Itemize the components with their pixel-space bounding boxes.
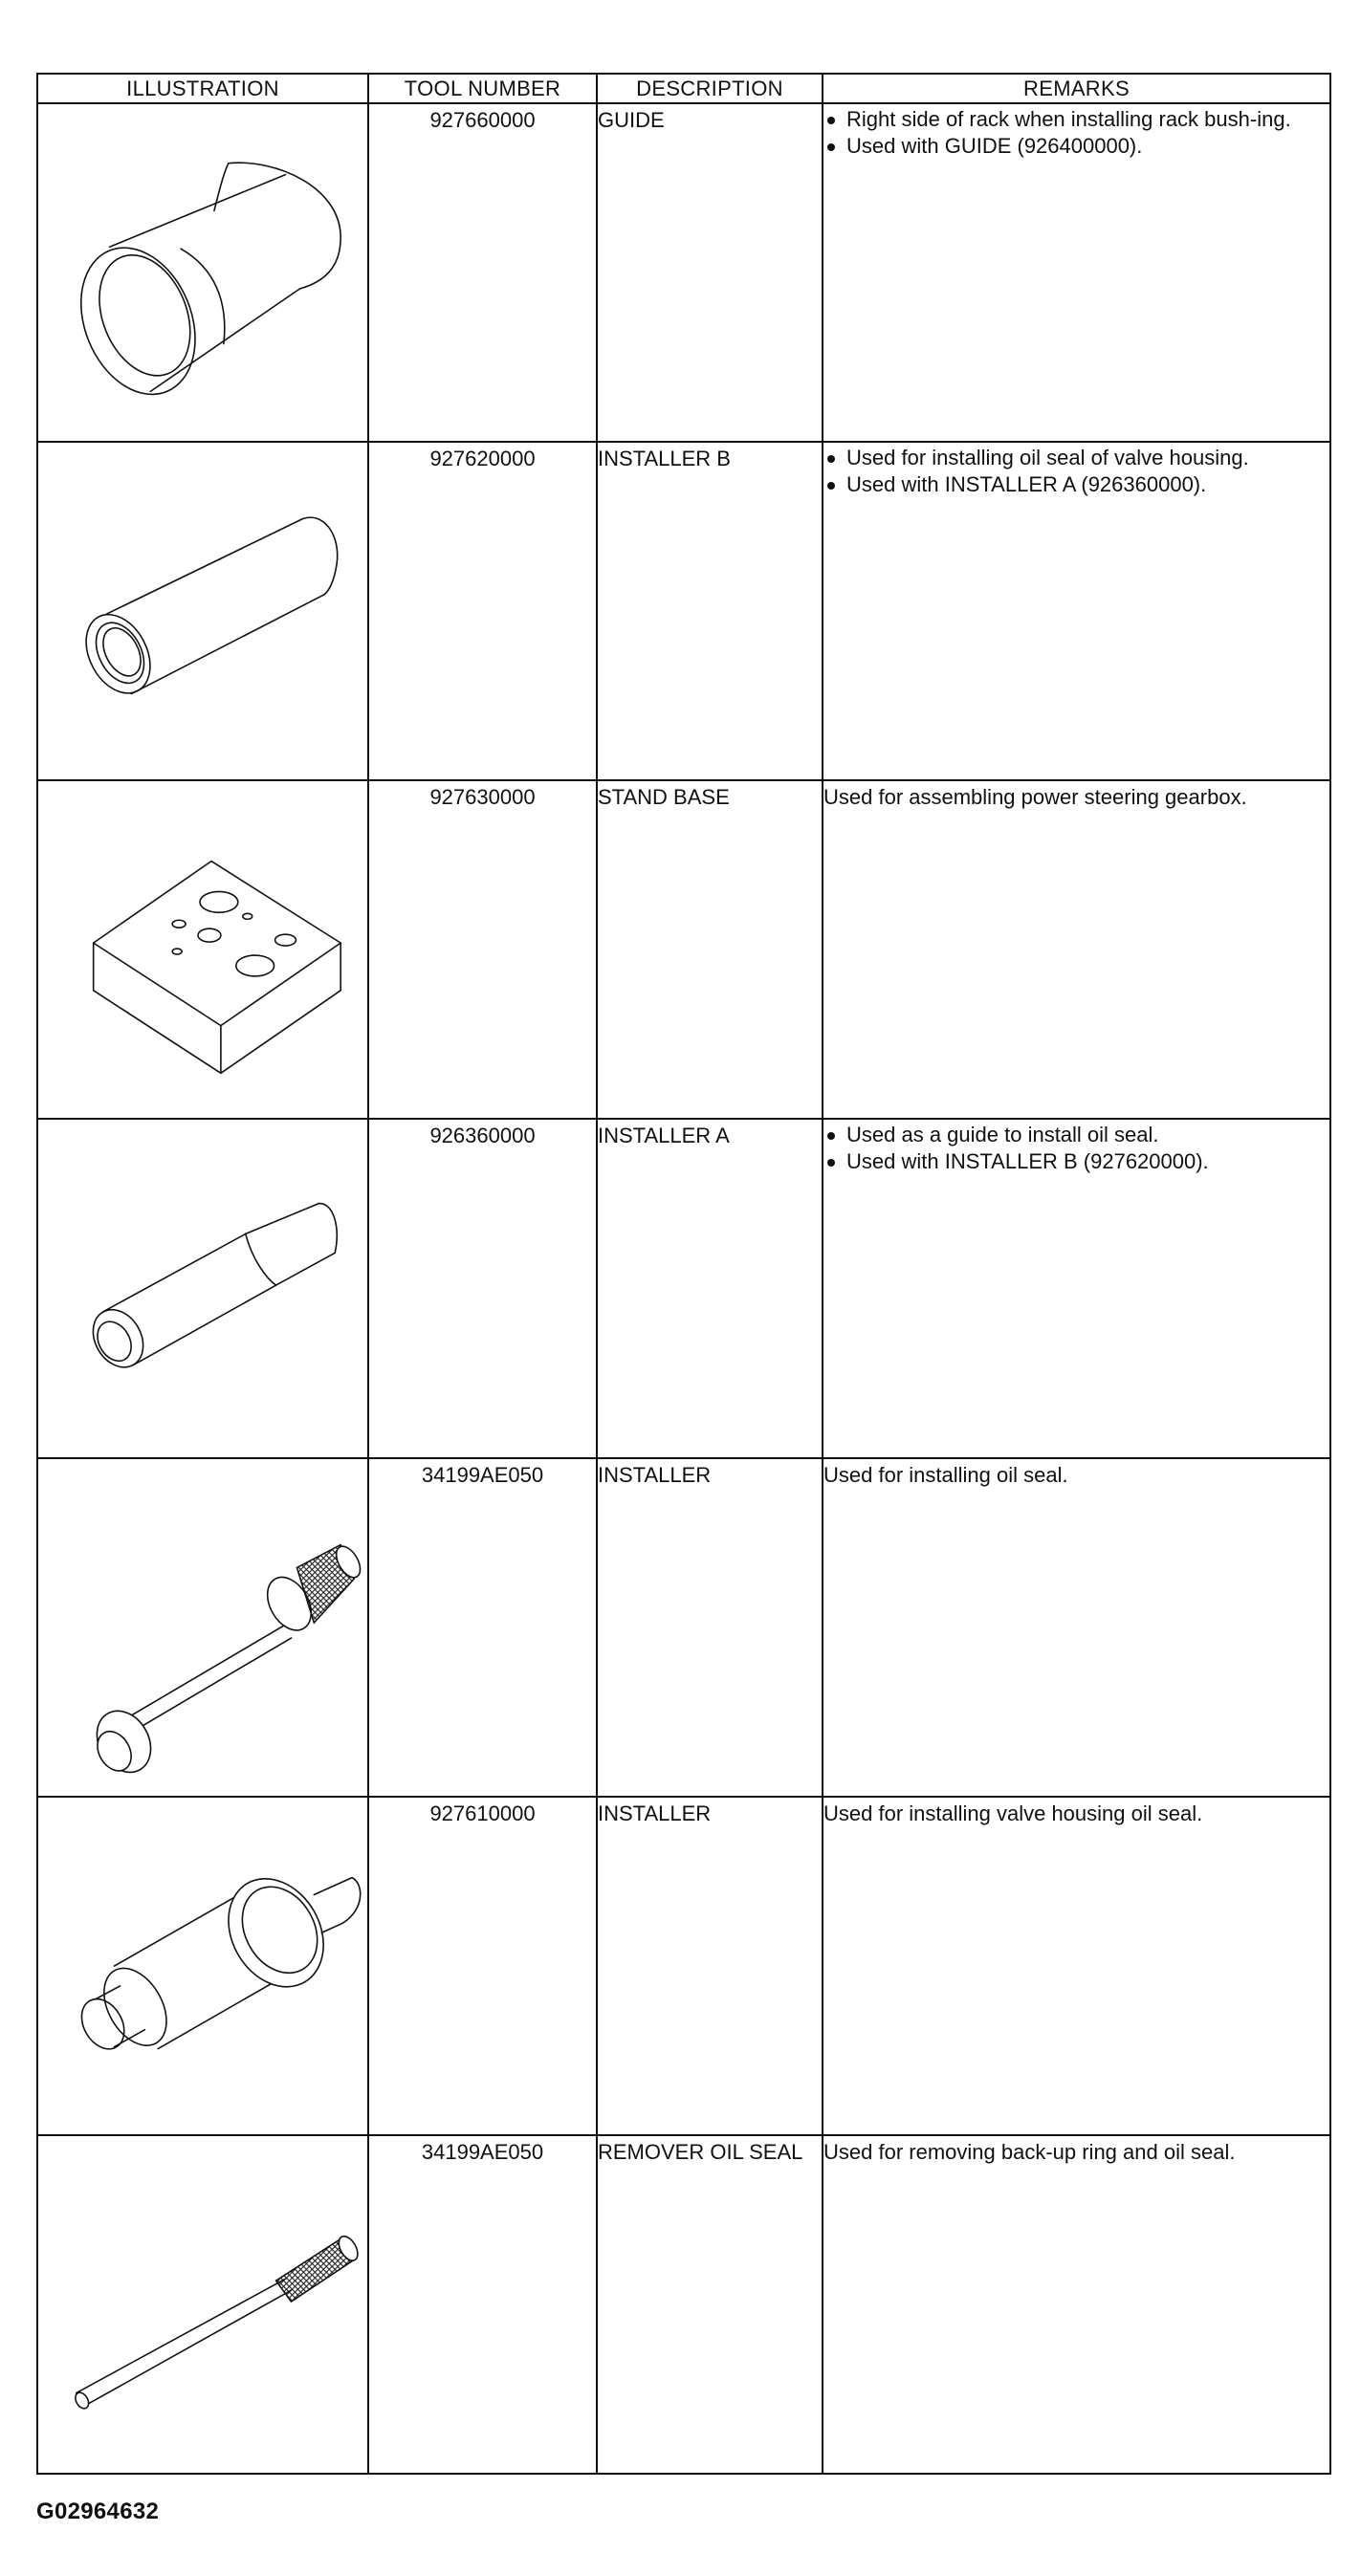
table-row bbox=[37, 780, 1330, 1119]
description-cell: INSTALLER A bbox=[597, 1119, 823, 1457]
table-header-row bbox=[37, 74, 1330, 103]
table-row bbox=[37, 1797, 1330, 2135]
description-cell: REMOVER OIL SEAL bbox=[597, 2135, 823, 2474]
tool-number-cell: 34199AE050 bbox=[368, 2135, 597, 2474]
description-cell: STAND BASE bbox=[597, 780, 823, 1119]
tool-number-cell: 927620000 bbox=[368, 442, 597, 780]
remark-item: Used for installing oil seal of valve housing. bbox=[823, 445, 1329, 471]
installer-shaft-knurled-icon bbox=[38, 1459, 367, 1796]
table-row bbox=[37, 2135, 1330, 2474]
tool-number-cell: 34199AE050 bbox=[368, 1458, 597, 1797]
tool-number-cell: 927610000 bbox=[368, 1797, 597, 2135]
remark-item: Used with INSTALLER B (927620000). bbox=[823, 1148, 1329, 1175]
remark-item: Right side of rack when installing rack bush-ing. bbox=[823, 106, 1329, 133]
remarks-cell bbox=[823, 1458, 1330, 1797]
illustration-cell bbox=[37, 2135, 368, 2474]
table-row bbox=[37, 1458, 1330, 1797]
remarks-cell bbox=[823, 780, 1330, 1119]
guide-sleeve-icon bbox=[38, 104, 367, 441]
table-row bbox=[37, 442, 1330, 780]
header-remarks: REMARKS bbox=[823, 74, 1330, 103]
installer-a-tapered-rod-icon bbox=[38, 1120, 367, 1456]
remarks-cell bbox=[823, 2135, 1330, 2474]
illustration-cell bbox=[37, 780, 368, 1119]
description-cell: INSTALLER B bbox=[597, 442, 823, 780]
remark-item: Used as a guide to install oil seal. bbox=[823, 1122, 1329, 1148]
header-description: DESCRIPTION bbox=[597, 74, 823, 103]
figure-id: G02964632 bbox=[36, 2499, 160, 2524]
remarks-cell bbox=[823, 442, 1330, 780]
remark-text: Used for removing back-up ring and oil seal. bbox=[823, 2139, 1236, 2164]
special-tools-table bbox=[36, 73, 1331, 2475]
installer-flanged-cylinder-icon bbox=[38, 1798, 367, 2134]
special-tools-sheet bbox=[36, 73, 1329, 2475]
installer-b-tube-icon bbox=[38, 443, 367, 779]
illustration-cell bbox=[37, 1797, 368, 2135]
illustration-cell bbox=[37, 1119, 368, 1457]
tool-number-cell: 927630000 bbox=[368, 780, 597, 1119]
description-cell: INSTALLER bbox=[597, 1458, 823, 1797]
remarks-cell bbox=[823, 1797, 1330, 2135]
stand-base-block-icon bbox=[38, 781, 367, 1118]
description-cell: GUIDE bbox=[597, 103, 823, 442]
illustration-cell bbox=[37, 103, 368, 442]
tool-number-cell: 927660000 bbox=[368, 103, 597, 442]
illustration-cell bbox=[37, 1458, 368, 1797]
remover-rod-knurled-icon bbox=[38, 2136, 367, 2473]
remarks-cell bbox=[823, 1119, 1330, 1457]
header-illustration: ILLUSTRATION bbox=[37, 74, 368, 103]
table-row bbox=[37, 103, 1330, 442]
remark-item: Used with INSTALLER A (926360000). bbox=[823, 471, 1329, 498]
illustration-cell bbox=[37, 442, 368, 780]
remarks-cell bbox=[823, 103, 1330, 442]
remark-text: Used for installing oil seal. bbox=[823, 1462, 1068, 1487]
table-row bbox=[37, 1119, 1330, 1457]
remark-text: Used for installing valve housing oil seal. bbox=[823, 1801, 1203, 1825]
remark-text: Used for assembling power steering gearbox. bbox=[823, 785, 1247, 810]
description-cell: INSTALLER bbox=[597, 1797, 823, 2135]
header-tool-number: TOOL NUMBER bbox=[368, 74, 597, 103]
tool-number-cell: 926360000 bbox=[368, 1119, 597, 1457]
remark-item: Used with GUIDE (926400000). bbox=[823, 133, 1329, 160]
